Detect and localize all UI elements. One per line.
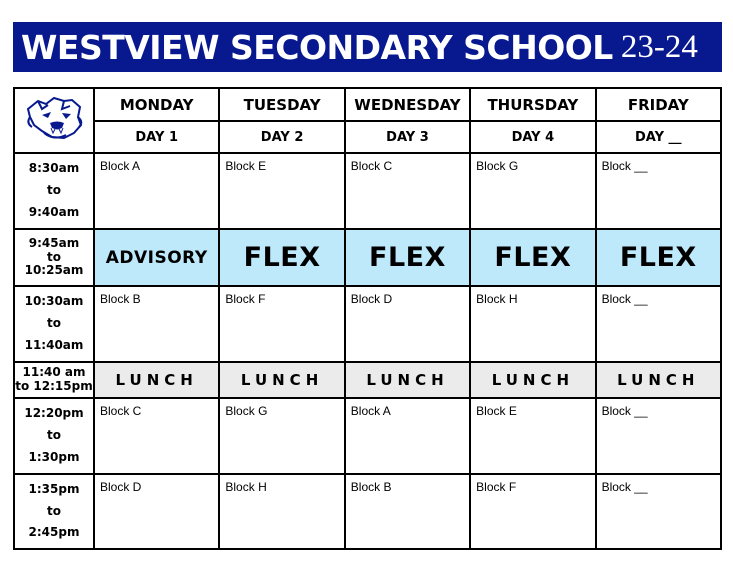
school-year: 23-24: [620, 28, 698, 65]
block-cell: Block __: [596, 398, 721, 474]
flex-cell: FLEX: [470, 229, 595, 286]
time-slot: [14, 362, 94, 398]
day-number-row: [14, 121, 721, 153]
day-number: DAY __: [596, 121, 721, 153]
block-cell: Block H: [470, 286, 595, 362]
time-end: 11:40am: [24, 337, 84, 352]
day-number: DAY 3: [345, 121, 470, 153]
time-slot: [14, 286, 94, 362]
time-to: to: [47, 183, 61, 198]
time-start: 9:45am: [28, 235, 80, 250]
block-cell: Block __: [596, 286, 721, 362]
block-cell: Block F: [219, 286, 344, 362]
time-start: 10:30am: [24, 294, 84, 309]
time-end: to 12:15pm: [15, 379, 93, 393]
block-cell: Block B: [94, 286, 219, 362]
time-end: 2:45pm: [28, 525, 80, 540]
lunch-cell: LUNCH: [470, 362, 595, 398]
flex-row: [14, 229, 721, 286]
day-number: DAY 1: [94, 121, 219, 153]
block-cell: Block F: [470, 474, 595, 549]
block-cell: Block C: [345, 153, 470, 229]
block-cell: Block E: [470, 398, 595, 474]
time-start: 8:30am: [28, 161, 80, 176]
logo-cell: [14, 88, 94, 153]
period-row: [14, 474, 721, 549]
block-cell: Block H: [219, 474, 344, 549]
day-name-row: [14, 88, 721, 121]
time-to: to: [47, 503, 61, 518]
day-number: DAY 2: [219, 121, 344, 153]
block-cell: Block D: [345, 286, 470, 362]
block-cell: Block A: [94, 153, 219, 229]
block-cell: Block G: [219, 398, 344, 474]
block-cell: Block C: [94, 398, 219, 474]
day-name: TUESDAY: [219, 88, 344, 121]
time-start: 12:20pm: [24, 406, 84, 421]
day-name: FRIDAY: [596, 88, 721, 121]
lunch-cell: LUNCH: [219, 362, 344, 398]
block-cell: Block A: [345, 398, 470, 474]
time-to: to: [47, 428, 61, 443]
period-row: [14, 153, 721, 229]
block-cell: Block __: [596, 474, 721, 549]
schedule-table: [13, 87, 722, 550]
time-end: 9:40am: [28, 204, 80, 219]
time-slot: [14, 153, 94, 229]
lunch-cell: LUNCH: [345, 362, 470, 398]
lunch-cell: LUNCH: [596, 362, 721, 398]
cougar-mascot-icon: [24, 95, 84, 141]
time-to: to: [47, 249, 61, 264]
flex-cell: FLEX: [219, 229, 344, 286]
time-slot: [14, 474, 94, 549]
time-end: 10:25am: [24, 263, 84, 278]
block-cell: Block G: [470, 153, 595, 229]
day-number: DAY 4: [470, 121, 595, 153]
lunch-row: [14, 362, 721, 398]
header-banner: [13, 22, 722, 72]
block-cell: Block E: [219, 153, 344, 229]
school-name: WESTVIEW SECONDARY SCHOOL: [21, 27, 613, 67]
time-end: 1:30pm: [28, 449, 80, 464]
block-cell: Block D: [94, 474, 219, 549]
day-name: WEDNESDAY: [345, 88, 470, 121]
flex-cell: FLEX: [596, 229, 721, 286]
period-row: [14, 398, 721, 474]
block-cell: Block B: [345, 474, 470, 549]
day-name: MONDAY: [94, 88, 219, 121]
time-start: 11:40 am: [22, 365, 86, 380]
time-slot: [14, 398, 94, 474]
time-start: 1:35pm: [28, 481, 80, 496]
day-name: THURSDAY: [470, 88, 595, 121]
lunch-cell: LUNCH: [94, 362, 219, 398]
time-to: to: [47, 316, 61, 331]
time-slot: [14, 229, 94, 286]
flex-cell: FLEX: [345, 229, 470, 286]
advisory-cell: ADVISORY: [94, 229, 219, 286]
period-row: [14, 286, 721, 362]
block-cell: Block __: [596, 153, 721, 229]
